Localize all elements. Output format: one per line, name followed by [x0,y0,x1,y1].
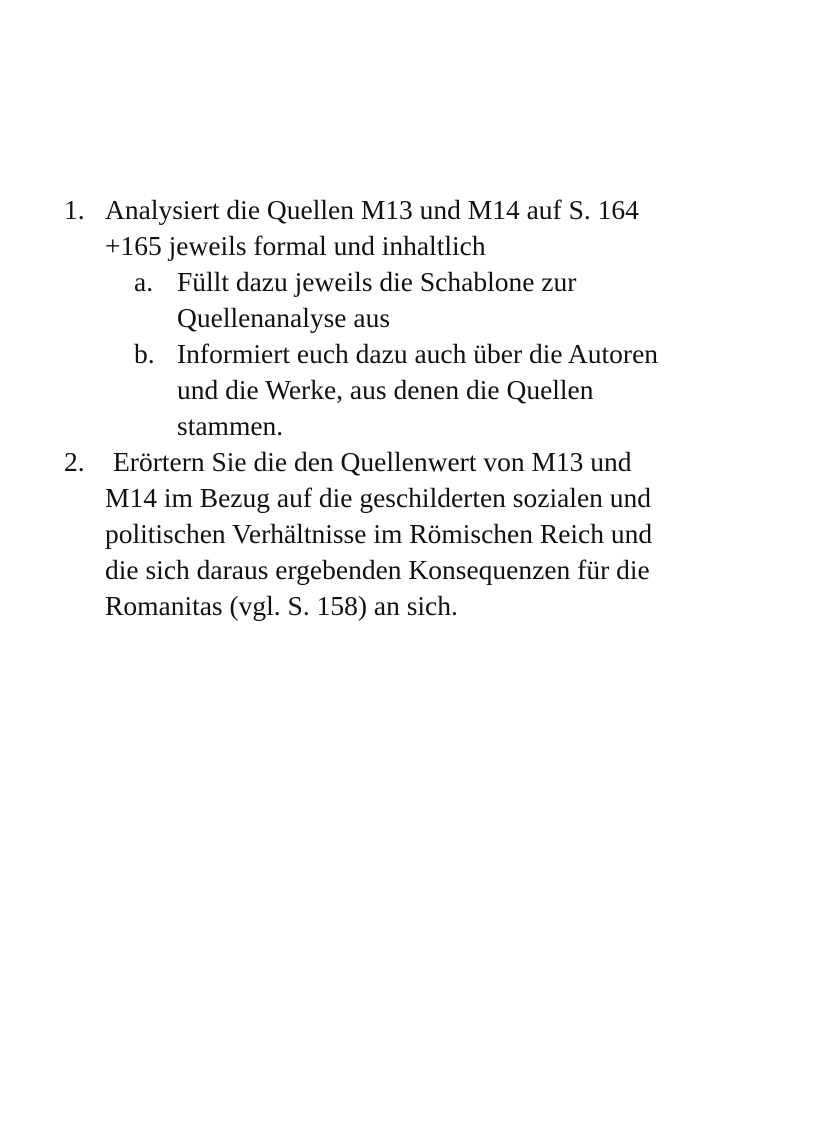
subtask-letter: b. [134,338,155,369]
subtask-text-line: und die Werke, aus denen die Quellen [177,374,594,405]
task-text-line: Romanitas (vgl. S. 158) an sich. [105,590,458,621]
task-number: 1. [64,194,85,225]
subtask-letter: a. [134,266,154,297]
task-text-line: Erörtern Sie die den Quellenwert von M13 und [113,446,632,477]
subtask-text-line: stammen. [177,410,284,441]
task-number: 2. [64,446,85,477]
task-text-line: die sich daraus ergebenden Konsequenzen für die [105,554,650,585]
subtask-item-a [64,264,744,336]
task-text-line: politischen Verhältnisse im Römischen Reich und [105,518,653,549]
subtask-text-line: Quellenanalyse aus [177,302,391,333]
subtask-item-b [64,336,744,444]
task-text-line: M14 im Bezug auf die geschilderten sozialen und [105,482,652,513]
task-list [64,192,744,624]
task-text-line: +165 jeweils formal und inhaltlich [105,230,486,261]
subtask-list [64,264,744,444]
task-item-2 [64,444,744,624]
task-text-line: Analysiert die Quellen M13 und M14 auf S. 164 [105,194,639,225]
subtask-text-line: Füllt dazu jeweils die Schablone zur [177,266,577,297]
subtask-text-line: Informiert euch dazu auch über die Autoren [177,338,659,369]
task-item-1 [64,192,744,444]
